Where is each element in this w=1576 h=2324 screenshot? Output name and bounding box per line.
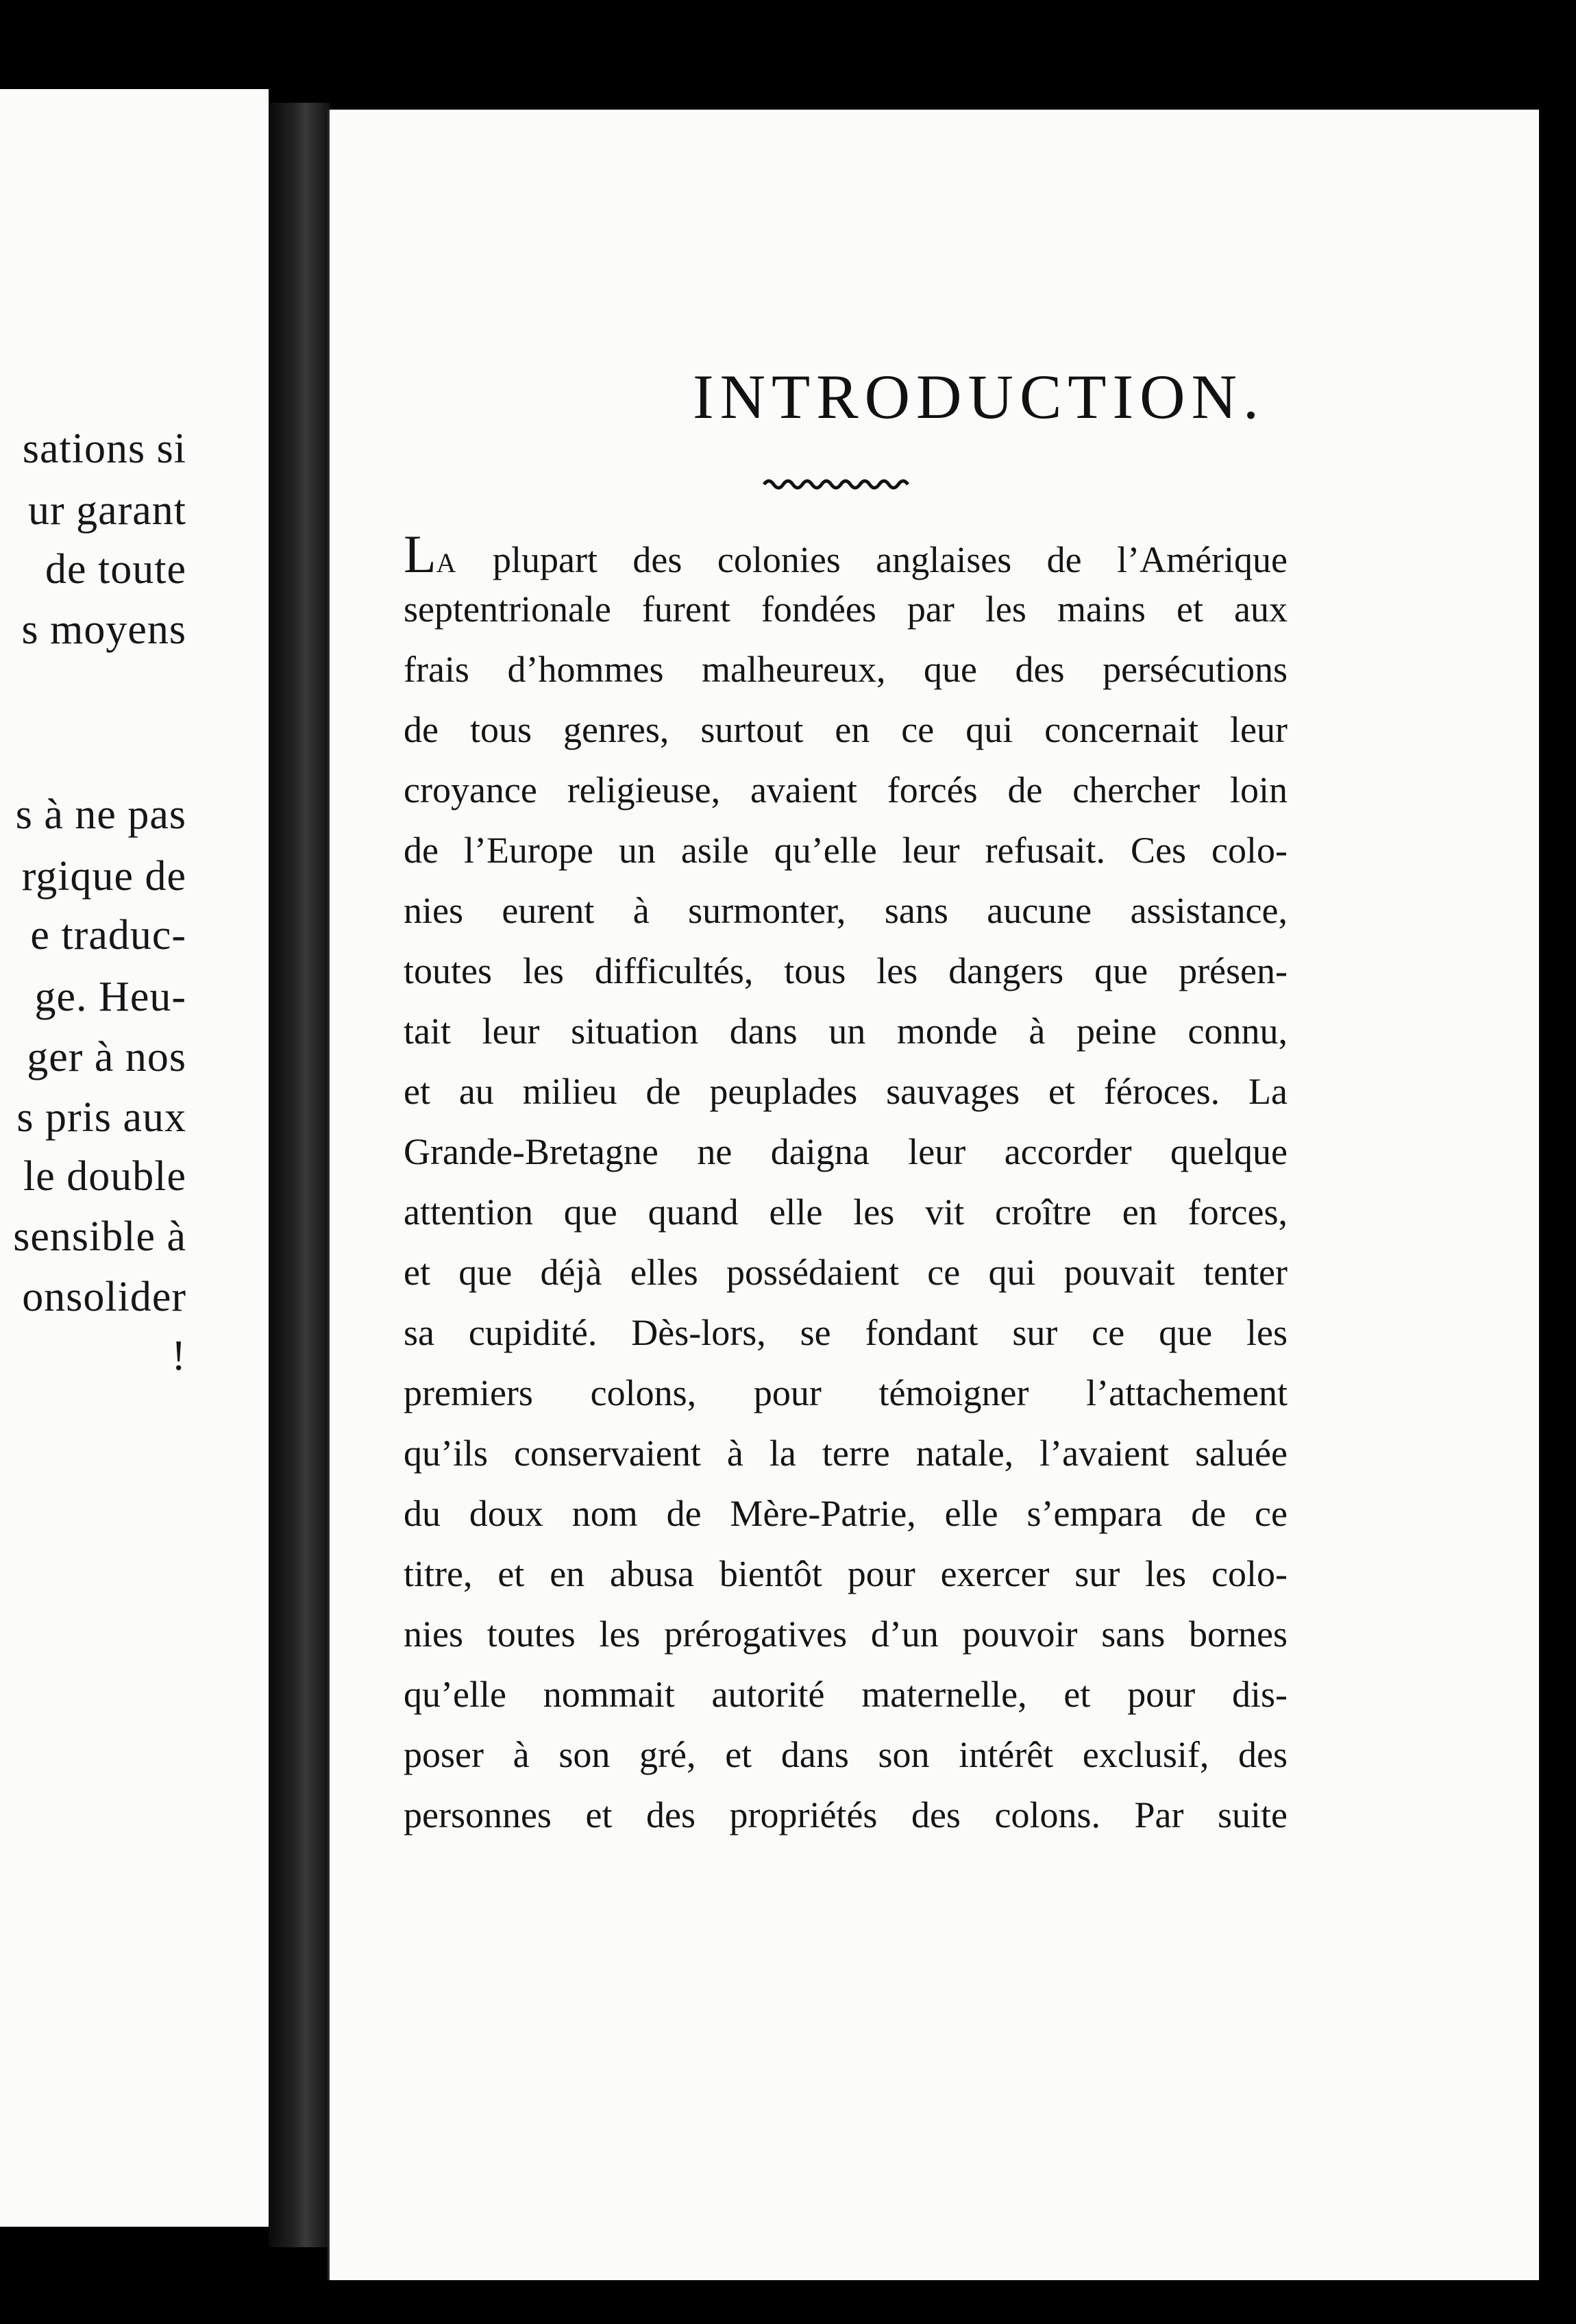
right-page	[328, 110, 1539, 2280]
ornament-rule	[763, 476, 911, 493]
text-line: nies toutes les prérogatives d’un pouvoir sans bornes	[404, 1614, 1288, 1655]
text-line: poser à son gré, et dans son intérêt exclusif, des	[404, 1734, 1288, 1775]
drop-cap: L	[404, 524, 436, 584]
left-page-line: sensible à	[13, 1213, 186, 1260]
left-page-line: rgique de	[21, 853, 186, 900]
small-cap: A	[436, 547, 458, 578]
text-line: Grande-Bretagne ne daigna leur accorder quelque	[404, 1131, 1288, 1172]
text-line: de tous genres, surtout en ce qui concernait leur	[404, 709, 1288, 750]
text-line: personnes et des propriétés des colons. Par suite	[404, 1794, 1288, 1835]
text-line: septentrionale furent fondées par les mains et aux	[404, 589, 1288, 630]
left-page-line: ur garant	[27, 487, 186, 534]
left-page-fragment	[0, 89, 269, 2227]
left-page-line: onsolider	[22, 1274, 186, 1320]
text-line: de l’Europe un asile qu’elle leur refusait. Ces colo-	[404, 830, 1288, 871]
book-gutter	[269, 103, 330, 2247]
text-line: toutes les difficultés, tous les dangers que présen-	[404, 950, 1288, 991]
text-line: qu’elle nommait autorité maternelle, et pour dis-	[404, 1674, 1288, 1715]
text-line: qu’ils conservaient à la terre natale, l’avaient saluée	[404, 1433, 1288, 1474]
left-page-line: e traduc-	[30, 912, 186, 959]
left-page-line: ger à nos	[27, 1034, 186, 1080]
left-page-line: sations si	[22, 425, 186, 472]
left-page-line: le double	[23, 1153, 186, 1200]
text-line: croyance religieuse, avaient forcés de chercher loin	[404, 769, 1288, 811]
left-page-line: s pris aux	[16, 1094, 186, 1141]
text-line: premiers colons, pour témoigner l’attachement	[404, 1372, 1288, 1413]
left-page-line: s moyens	[21, 606, 186, 653]
text-line: nies eurent à surmonter, sans aucune assistance,	[404, 890, 1288, 931]
text-line: sa cupidité. Dès-lors, se fondant sur ce que les	[404, 1312, 1288, 1353]
first-line-text: plupart des colonies anglaises de l’Amérique	[457, 539, 1288, 580]
page-title: INTRODUCTION.	[692, 362, 1266, 432]
text-line: du doux nom de Mère-Patrie, elle s’empara de ce	[404, 1493, 1288, 1534]
text-line: et au milieu de peuplades sauvages et féroces. La	[404, 1071, 1288, 1112]
text-line: frais d’hommes malheureux, que des persécutions	[404, 649, 1288, 690]
left-page-line: !	[171, 1333, 186, 1379]
text-line: tait leur situation dans un monde à peine connu,	[404, 1011, 1288, 1052]
text-line: titre, et en abusa bientôt pour exercer sur les colo-	[404, 1553, 1288, 1594]
text-line-first	[404, 524, 1288, 584]
left-page-line: ge. Heu-	[34, 974, 186, 1020]
left-page-line: s à ne pas	[15, 791, 186, 838]
left-page-line: de toute	[45, 546, 186, 593]
text-line: et que déjà elles possédaient ce qui pouvait tenter	[404, 1252, 1288, 1293]
text-line: attention que quand elle les vit croître en forces,	[404, 1191, 1288, 1233]
